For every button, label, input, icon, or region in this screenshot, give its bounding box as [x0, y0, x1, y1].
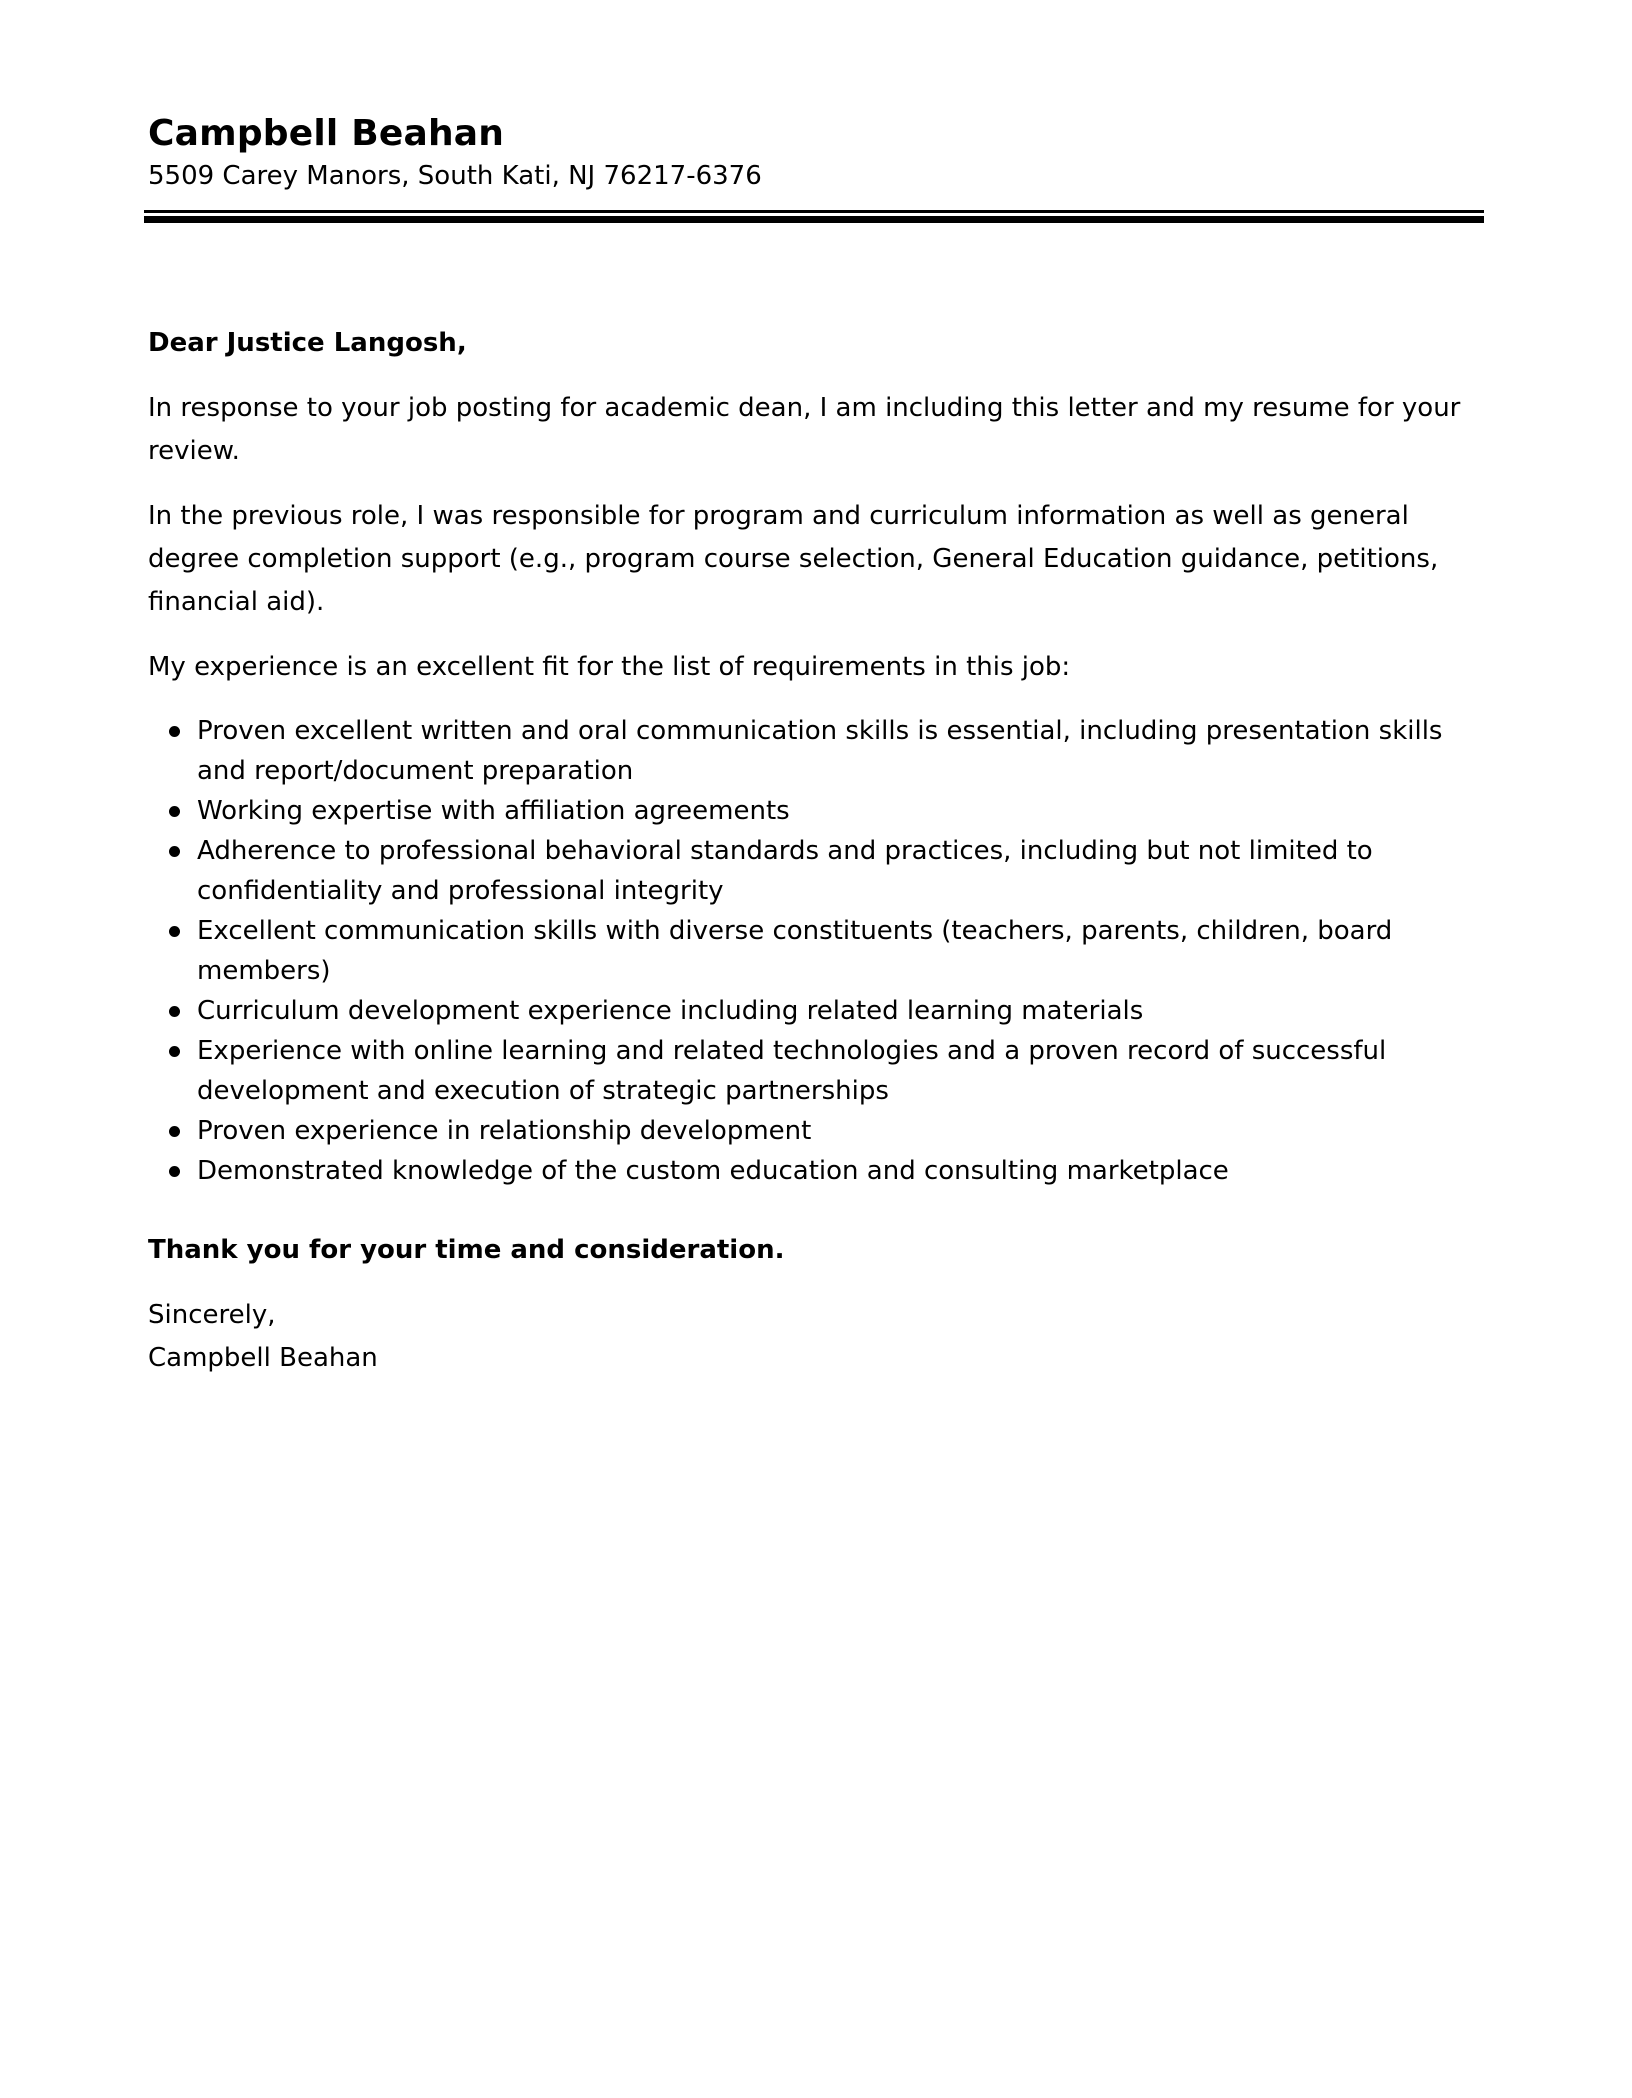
paragraph-previous-role: In the previous role, I was responsible for program and curriculum information as well as general degree completion support (e.g., program course selection, General Education guidance, petitions, financial aid). — [148, 501, 1439, 617]
paragraph-intro: In response to your job posting for academic dean, I am including this letter and my resume for your review. — [148, 393, 1461, 466]
bullet-icon — [169, 926, 180, 937]
paragraph-fit: My experience is an excellent fit for the list of requirements in this job: — [148, 652, 1071, 682]
bullet-icon — [169, 1046, 180, 1057]
bullet-icon — [169, 1126, 180, 1137]
bullet-icon — [169, 726, 180, 737]
sender-name: Campbell Beahan — [148, 113, 505, 154]
list-item-text: Excellent communication skills with diverse constituents (teachers, parents, children, board members) — [197, 916, 1393, 986]
list-item — [148, 911, 1488, 991]
list-item-text: Experience with online learning and related technologies and a proven record of successful development and execution of strategic partnerships — [197, 1036, 1387, 1106]
list-item-text: Proven excellent written and oral communication skills is essential, including presentation skills and report/document preparation — [197, 716, 1443, 786]
sender-address: 5509 Carey Manors, South Kati, NJ 76217-6376 — [148, 161, 762, 191]
list-item-text: Adherence to professional behavioral standards and practices, including but not limited to confidentiality and professional integrity — [197, 836, 1373, 906]
list-item — [148, 711, 1488, 791]
list-item — [148, 1111, 1488, 1151]
signature: Campbell Beahan — [148, 1343, 378, 1373]
list-item — [148, 991, 1488, 1031]
list-item-text: Working expertise with affiliation agreements — [197, 796, 790, 826]
thank-you-line: Thank you for your time and consideration. — [148, 1235, 785, 1265]
bullet-icon — [169, 806, 180, 817]
list-item-text: Curriculum development experience including related learning materials — [197, 996, 1144, 1026]
bullet-icon — [169, 1166, 180, 1177]
closing: Sincerely, — [148, 1300, 276, 1330]
header-divider-thick — [144, 216, 1484, 223]
header-divider-thin — [144, 210, 1484, 213]
list-item-text: Proven experience in relationship development — [197, 1116, 812, 1146]
list-item — [148, 1151, 1488, 1191]
letter-body — [148, 322, 1488, 1380]
bullet-icon — [169, 1006, 180, 1017]
salutation: Dear Justice Langosh, — [148, 328, 467, 358]
requirements-list — [148, 711, 1488, 1191]
letter-header — [148, 112, 1488, 194]
list-item — [148, 831, 1488, 911]
bullet-icon — [169, 846, 180, 857]
list-item — [148, 1031, 1488, 1111]
list-item — [148, 791, 1488, 831]
list-item-text: Demonstrated knowledge of the custom education and consulting marketplace — [197, 1156, 1229, 1186]
